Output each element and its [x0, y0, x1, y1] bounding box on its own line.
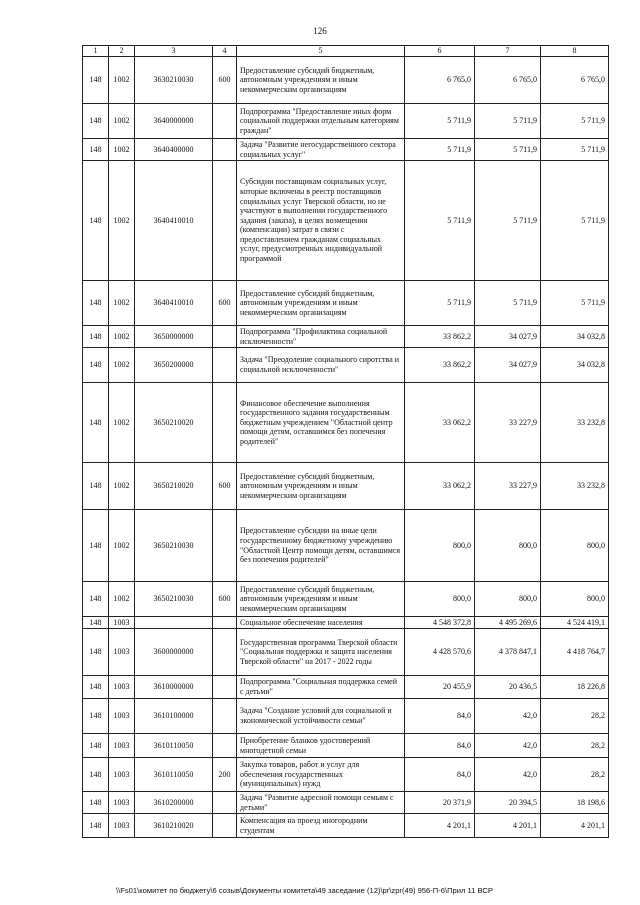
column-header: 2 [109, 46, 135, 57]
cell-value-year1: 33 062,2 [405, 463, 475, 510]
cell-value-year3: 4 201,1 [541, 814, 609, 838]
cell-description: Предоставление субсидий бюджетным, автономным учреждениям и иным некоммерческим организациям [237, 281, 405, 326]
cell-value-year3: 800,0 [541, 510, 609, 582]
table-row [83, 629, 609, 676]
cell-value-year3: 28,2 [541, 699, 609, 734]
cell-chapter: 148 [83, 326, 109, 348]
cell-value-year3: 34 032,8 [541, 348, 609, 383]
cell-value-year2: 800,0 [475, 582, 541, 617]
cell-description: Задача "Развитие негосударственного сектора социальных услуг" [237, 139, 405, 161]
cell-value-year1: 5 711,9 [405, 281, 475, 326]
cell-target-code: 3650200000 [135, 348, 213, 383]
column-header: 6 [405, 46, 475, 57]
cell-description: Предоставление субсидий бюджетным, автономным учреждениям и иным некоммерческим организациям [237, 582, 405, 617]
column-header: 8 [541, 46, 609, 57]
column-header: 5 [237, 46, 405, 57]
cell-expense-type [213, 510, 237, 582]
cell-chapter: 148 [83, 383, 109, 463]
cell-expense-type [213, 814, 237, 838]
cell-value-year1: 6 765,0 [405, 57, 475, 104]
cell-value-year1: 4 201,1 [405, 814, 475, 838]
cell-value-year3: 4 524 419,1 [541, 617, 609, 629]
cell-value-year2: 42,0 [475, 699, 541, 734]
cell-chapter: 148 [83, 348, 109, 383]
cell-value-year3: 28,2 [541, 758, 609, 792]
cell-chapter: 148 [83, 676, 109, 699]
cell-expense-type [213, 792, 237, 814]
cell-value-year1: 20 371,9 [405, 792, 475, 814]
budget-table [82, 45, 609, 838]
table-row [83, 758, 609, 792]
cell-description: Социальное обеспечение населения [237, 617, 405, 629]
cell-target-code: 3650210030 [135, 582, 213, 617]
cell-value-year2: 800,0 [475, 510, 541, 582]
table-row [83, 161, 609, 281]
cell-section: 1002 [109, 383, 135, 463]
cell-description: Предоставление субсидий бюджетным, автономным учреждениям и иным некоммерческим организациям [237, 463, 405, 510]
cell-description: Закупка товаров, работ и услуг для обеспечения государственных (муниципальных) нужд [237, 758, 405, 792]
cell-chapter: 148 [83, 734, 109, 758]
cell-target-code: 3630210030 [135, 57, 213, 104]
cell-target-code: 3610210020 [135, 814, 213, 838]
cell-section: 1003 [109, 629, 135, 676]
cell-value-year1: 4 548 372,8 [405, 617, 475, 629]
cell-target-code [135, 617, 213, 629]
cell-value-year1: 5 711,9 [405, 104, 475, 139]
cell-target-code: 3650000000 [135, 326, 213, 348]
cell-target-code: 3640410010 [135, 281, 213, 326]
cell-value-year3: 5 711,9 [541, 139, 609, 161]
cell-section: 1002 [109, 161, 135, 281]
cell-expense-type: 200 [213, 758, 237, 792]
cell-chapter: 148 [83, 758, 109, 792]
column-header: 4 [213, 46, 237, 57]
cell-section: 1003 [109, 676, 135, 699]
column-header: 1 [83, 46, 109, 57]
cell-expense-type [213, 734, 237, 758]
cell-value-year1: 84,0 [405, 758, 475, 792]
cell-value-year1: 800,0 [405, 510, 475, 582]
cell-value-year3: 28,2 [541, 734, 609, 758]
cell-section: 1002 [109, 510, 135, 582]
cell-description: Задача "Развитие адресной помощи семьям с детьми" [237, 792, 405, 814]
cell-expense-type [213, 326, 237, 348]
cell-chapter: 148 [83, 510, 109, 582]
cell-chapter: 148 [83, 139, 109, 161]
cell-description: Субсидии поставщикам социальных услуг, которые включены в реестр поставщиков социальных услуг Тверской области, но не участвуют в выполнении государственного задания (заказа), в целях возмещения (компенсации) затрат в связи с предоставлением гражданам социальных услуг, предусмотренных индивидуальной программой [237, 161, 405, 281]
cell-description: Предоставление субсидии на иные цели государственному бюджетному учреждению "Областной Центр помощи детям, оставшимся без попечения родителей" [237, 510, 405, 582]
cell-expense-type [213, 699, 237, 734]
cell-chapter: 148 [83, 814, 109, 838]
cell-target-code: 3610200000 [135, 792, 213, 814]
cell-description: Подпрограмма "Социальная поддержка семей с детьми" [237, 676, 405, 699]
cell-value-year2: 33 227,9 [475, 463, 541, 510]
cell-value-year2: 20 394,5 [475, 792, 541, 814]
table-row [83, 139, 609, 161]
footer-path: \\Fs01\комитет по бюджету\6 созыв\Документы комитета\49 заседание (12)\pr\zpr(49) 956-П-6\Прил 11 ВСР [116, 886, 493, 895]
cell-description: Финансовое обеспечение выполнения государственного задания государственным бюджетным учреждением "Областной центр помощи детям, оставшимся без попечения родителей" [237, 383, 405, 463]
cell-target-code: 3640410010 [135, 161, 213, 281]
table-row [83, 57, 609, 104]
cell-expense-type [213, 383, 237, 463]
cell-description: Приобретение бланков удостоверений многодетной семьи [237, 734, 405, 758]
cell-chapter: 148 [83, 792, 109, 814]
cell-value-year1: 800,0 [405, 582, 475, 617]
cell-chapter: 148 [83, 161, 109, 281]
cell-target-code: 3610110050 [135, 758, 213, 792]
cell-expense-type [213, 617, 237, 629]
cell-value-year3: 5 711,9 [541, 281, 609, 326]
table-row [83, 463, 609, 510]
table-row [83, 734, 609, 758]
cell-section: 1002 [109, 57, 135, 104]
cell-value-year3: 6 765,0 [541, 57, 609, 104]
cell-chapter: 148 [83, 57, 109, 104]
table-row [83, 348, 609, 383]
table-row [83, 676, 609, 699]
cell-target-code: 3610000000 [135, 676, 213, 699]
cell-value-year3: 5 711,9 [541, 161, 609, 281]
cell-section: 1002 [109, 582, 135, 617]
cell-value-year3: 800,0 [541, 582, 609, 617]
table-row [83, 792, 609, 814]
cell-expense-type: 600 [213, 57, 237, 104]
cell-section: 1002 [109, 348, 135, 383]
page-number: 126 [313, 26, 327, 36]
cell-section: 1002 [109, 326, 135, 348]
cell-target-code: 3600000000 [135, 629, 213, 676]
cell-target-code: 3610100000 [135, 699, 213, 734]
cell-description: Подпрограмма "Профилактика социальной исключенности" [237, 326, 405, 348]
cell-chapter: 148 [83, 281, 109, 326]
cell-target-code: 3610110050 [135, 734, 213, 758]
cell-section: 1003 [109, 792, 135, 814]
table-row [83, 510, 609, 582]
cell-value-year1: 84,0 [405, 699, 475, 734]
table-row [83, 582, 609, 617]
cell-description: Государственная программа Тверской области "Социальная поддержка и защита населения Тверской области" на 2017 - 2022 годы [237, 629, 405, 676]
cell-chapter: 148 [83, 463, 109, 510]
cell-value-year2: 6 765,0 [475, 57, 541, 104]
cell-description: Задача "Преодоление социального сиротства и социальной исключенности" [237, 348, 405, 383]
table-row [83, 814, 609, 838]
cell-value-year1: 5 711,9 [405, 161, 475, 281]
cell-expense-type [213, 676, 237, 699]
cell-expense-type [213, 348, 237, 383]
cell-section: 1002 [109, 281, 135, 326]
cell-value-year3: 4 418 764,7 [541, 629, 609, 676]
cell-value-year2: 33 227,9 [475, 383, 541, 463]
cell-target-code: 3650210030 [135, 510, 213, 582]
cell-target-code: 3640000000 [135, 104, 213, 139]
cell-value-year2: 4 201,1 [475, 814, 541, 838]
cell-target-code: 3650210020 [135, 383, 213, 463]
column-header: 3 [135, 46, 213, 57]
cell-target-code: 3650210020 [135, 463, 213, 510]
cell-description: Подпрограмма "Предоставление иных форм социальной поддержки отдельным категориям граждан" [237, 104, 405, 139]
cell-value-year3: 18 198,6 [541, 792, 609, 814]
cell-value-year1: 33 062,2 [405, 383, 475, 463]
cell-value-year2: 34 027,9 [475, 348, 541, 383]
cell-value-year2: 5 711,9 [475, 161, 541, 281]
cell-expense-type [213, 139, 237, 161]
cell-value-year3: 34 032,8 [541, 326, 609, 348]
cell-section: 1002 [109, 463, 135, 510]
table-row [83, 326, 609, 348]
cell-section: 1003 [109, 814, 135, 838]
cell-expense-type [213, 629, 237, 676]
cell-chapter: 148 [83, 699, 109, 734]
cell-expense-type: 600 [213, 582, 237, 617]
cell-chapter: 148 [83, 582, 109, 617]
cell-expense-type: 600 [213, 281, 237, 326]
cell-value-year1: 20 455,9 [405, 676, 475, 699]
table-row [83, 617, 609, 629]
cell-value-year3: 18 226,8 [541, 676, 609, 699]
cell-value-year2: 20 436,5 [475, 676, 541, 699]
cell-section: 1002 [109, 139, 135, 161]
cell-section: 1003 [109, 617, 135, 629]
table-row [83, 281, 609, 326]
cell-value-year1: 5 711,9 [405, 139, 475, 161]
cell-target-code: 3640400000 [135, 139, 213, 161]
cell-value-year1: 84,0 [405, 734, 475, 758]
cell-chapter: 148 [83, 629, 109, 676]
table-body [83, 57, 609, 838]
cell-description: Компенсация на проезд иногородним студентам [237, 814, 405, 838]
cell-value-year2: 4 495 269,6 [475, 617, 541, 629]
cell-section: 1002 [109, 104, 135, 139]
table-row [83, 383, 609, 463]
cell-section: 1003 [109, 758, 135, 792]
cell-expense-type [213, 161, 237, 281]
column-header: 7 [475, 46, 541, 57]
cell-description: Предоставление субсидий бюджетным, автономным учреждениям и иным некоммерческим организациям [237, 57, 405, 104]
cell-value-year2: 42,0 [475, 734, 541, 758]
cell-chapter: 148 [83, 617, 109, 629]
cell-value-year1: 33 862,2 [405, 348, 475, 383]
cell-expense-type: 600 [213, 463, 237, 510]
cell-value-year2: 34 027,9 [475, 326, 541, 348]
cell-value-year2: 5 711,9 [475, 281, 541, 326]
table-row [83, 699, 609, 734]
cell-value-year2: 42,0 [475, 758, 541, 792]
cell-chapter: 148 [83, 104, 109, 139]
cell-value-year2: 4 378 847,1 [475, 629, 541, 676]
cell-section: 1003 [109, 699, 135, 734]
cell-value-year1: 33 862,2 [405, 326, 475, 348]
cell-value-year2: 5 711,9 [475, 139, 541, 161]
cell-value-year3: 33 232,8 [541, 463, 609, 510]
cell-expense-type [213, 104, 237, 139]
header-row [83, 46, 609, 57]
table-row [83, 104, 609, 139]
cell-value-year1: 4 428 570,6 [405, 629, 475, 676]
cell-value-year3: 5 711,9 [541, 104, 609, 139]
cell-section: 1003 [109, 734, 135, 758]
cell-value-year2: 5 711,9 [475, 104, 541, 139]
cell-description: Задача "Создание условий для социальной и экономической устойчивости семьи" [237, 699, 405, 734]
cell-value-year3: 33 232,8 [541, 383, 609, 463]
